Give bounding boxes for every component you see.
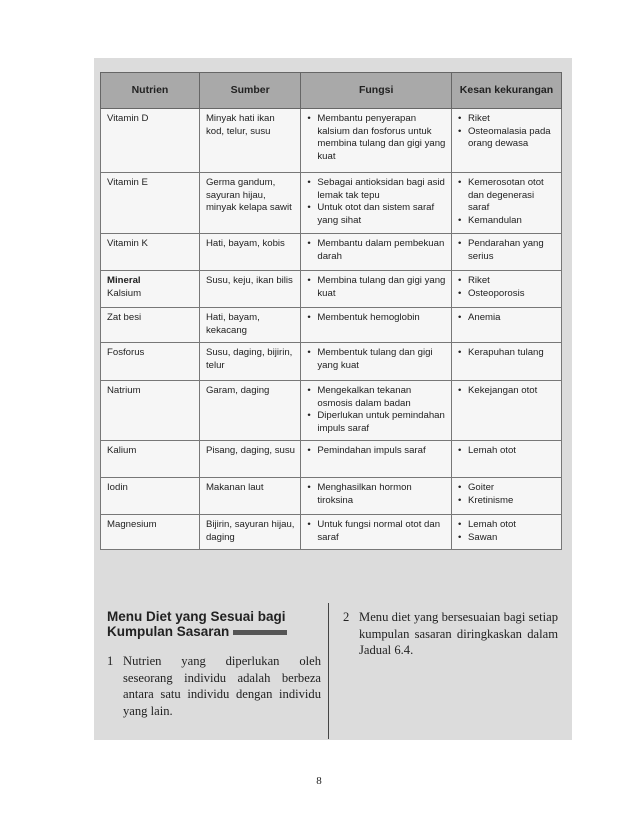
nutrient-cell <box>101 381 200 441</box>
nutrient-group-label: Mineral <box>107 275 141 286</box>
function-cell <box>301 308 452 343</box>
nutrient-cell <box>101 234 200 271</box>
deficiency-list <box>458 177 556 227</box>
function-cell <box>301 234 452 271</box>
column-divider <box>328 603 329 739</box>
table-row <box>101 308 562 343</box>
function-list <box>307 519 446 544</box>
deficiency-list <box>458 519 556 544</box>
deficiency-cell <box>451 343 561 381</box>
table-row <box>101 343 562 381</box>
deficiency-list <box>458 482 556 507</box>
deficiency-cell <box>451 381 561 441</box>
function-cell <box>301 441 452 478</box>
deficiency-cell <box>451 109 561 173</box>
function-list <box>307 113 446 163</box>
function-cell <box>301 343 452 381</box>
right-section <box>343 609 558 659</box>
table-row <box>101 173 562 234</box>
paragraph-1 <box>107 653 321 719</box>
table-row <box>101 441 562 478</box>
nutrient-table <box>100 72 562 550</box>
function-cell <box>301 515 452 550</box>
deficiency-cell <box>451 173 561 234</box>
function-cell <box>301 271 452 308</box>
function-item: • Membentuk hemoglobin <box>307 312 446 325</box>
nutrient-name: Fosforus <box>107 347 145 358</box>
deficiency-cell <box>451 515 561 550</box>
deficiency-list <box>458 275 556 300</box>
nutrient-name: Iodin <box>107 482 128 493</box>
deficiency-item: • Kekejangan otot <box>458 385 556 398</box>
function-item: • Membantu penyerapan kalsium dan fosforus untuk membina tulang dan gigi yang kuat <box>307 113 446 163</box>
table-row <box>101 109 562 173</box>
table-row <box>101 234 562 271</box>
deficiency-item: • Sawan <box>458 532 556 545</box>
deficiency-list <box>458 238 556 263</box>
header-kesan-kekurangan: Kesan kekurangan <box>451 73 561 109</box>
function-list <box>307 177 446 227</box>
deficiency-item: • Kemerosotan otot dan degenerasi saraf <box>458 177 556 215</box>
nutrient-name: Magnesium <box>107 519 157 530</box>
function-item: • Membentuk tulang dan gigi yang kuat <box>307 347 446 372</box>
deficiency-item: • Goiter <box>458 482 556 495</box>
page-number: 8 <box>316 775 322 787</box>
function-item: • Untuk otot dan sistem saraf yang sihat <box>307 202 446 227</box>
nutrient-name: Kalsium <box>107 287 142 299</box>
nutrient-cell <box>101 515 200 550</box>
nutrient-cell <box>101 478 200 515</box>
function-cell <box>301 478 452 515</box>
nutrient-name: Vitamin K <box>107 238 148 249</box>
section-heading <box>107 609 321 639</box>
header-sumber: Sumber <box>199 73 300 109</box>
deficiency-item: • Riket <box>458 275 556 288</box>
source-cell: Garam, daging <box>199 381 300 441</box>
left-section <box>107 609 321 719</box>
source-cell: Germa gandum, sayuran hijau, minyak kelapa sawit <box>199 173 300 234</box>
paragraph-2 <box>343 609 558 659</box>
deficiency-item: • Kerapuhan tulang <box>458 347 556 360</box>
function-item: • Pemindahan impuls saraf <box>307 445 446 458</box>
function-item: • Diperlukan untuk pemindahan impuls saraf <box>307 410 446 435</box>
function-item: • Membina tulang dan gigi yang kuat <box>307 275 446 300</box>
paragraph-number: 2 <box>343 610 350 624</box>
deficiency-item: • Lemah otot <box>458 519 556 532</box>
function-list <box>307 482 446 507</box>
table-body <box>101 109 562 550</box>
deficiency-list <box>458 385 556 398</box>
deficiency-item: • Lemah otot <box>458 445 556 458</box>
function-cell <box>301 109 452 173</box>
table-row <box>101 478 562 515</box>
deficiency-item: • Riket <box>458 113 556 126</box>
table-row <box>101 515 562 550</box>
source-cell: Minyak hati ikan kod, telur, susu <box>199 109 300 173</box>
nutrient-cell <box>101 271 200 308</box>
nutrient-name: Natrium <box>107 385 141 396</box>
source-cell: Hati, bayam, kobis <box>199 234 300 271</box>
function-item: • Sebagai antioksidan bagi asid lemak tak tepu <box>307 177 446 202</box>
nutrient-cell <box>101 343 200 381</box>
nutrient-cell <box>101 441 200 478</box>
source-cell: Pisang, daging, susu <box>199 441 300 478</box>
table-header-row <box>101 73 562 109</box>
heading-underbar <box>233 630 287 635</box>
deficiency-cell <box>451 234 561 271</box>
nutrient-name: Zat besi <box>107 312 142 323</box>
nutrient-cell <box>101 109 200 173</box>
function-cell <box>301 173 452 234</box>
deficiency-list <box>458 445 556 458</box>
deficiency-item: • Kretinisme <box>458 495 556 508</box>
function-list <box>307 238 446 263</box>
deficiency-list <box>458 312 556 325</box>
deficiency-cell <box>451 271 561 308</box>
deficiency-list <box>458 347 556 360</box>
table-row <box>101 271 562 308</box>
source-cell: Susu, daging, bijirin, telur <box>199 343 300 381</box>
paragraph-text: Menu diet yang bersesuaian bagi setiap kumpulan sasaran diringkaskan dalam Jadual 6.4. <box>359 610 558 657</box>
function-item: • Mengekalkan tekanan osmosis dalam badan <box>307 385 446 410</box>
function-item: • Untuk fungsi normal otot dan saraf <box>307 519 446 544</box>
deficiency-item: • Kemandulan <box>458 215 556 228</box>
function-list <box>307 385 446 435</box>
nutrient-name: Kalium <box>107 445 137 456</box>
paragraph-number: 1 <box>107 654 114 668</box>
source-cell: Hati, bayam, kekacang <box>199 308 300 343</box>
deficiency-item: • Osteomalasia pada orang dewasa <box>458 126 556 151</box>
header-nutrien: Nutrien <box>101 73 200 109</box>
source-cell: Susu, keju, ikan bilis <box>199 271 300 308</box>
function-item: • Membantu dalam pembekuan darah <box>307 238 446 263</box>
section-heading-text: Menu Diet yang Sesuai bagi Kumpulan Sasaran <box>107 609 286 639</box>
nutrient-cell <box>101 173 200 234</box>
function-list <box>307 347 446 372</box>
paragraph-text: Nutrien yang diperlukan oleh seseorang individu adalah berbeza antara satu individu dengan individu yang lain. <box>123 654 321 718</box>
nutrient-cell <box>101 308 200 343</box>
function-item: • Menghasilkan hormon tiroksina <box>307 482 446 507</box>
function-cell <box>301 381 452 441</box>
source-cell: Makanan laut <box>199 478 300 515</box>
function-list <box>307 312 446 325</box>
nutrient-name: Vitamin D <box>107 113 149 124</box>
header-fungsi: Fungsi <box>301 73 452 109</box>
deficiency-item: • Anemia <box>458 312 556 325</box>
deficiency-item: • Pendarahan yang serius <box>458 238 556 263</box>
table-row <box>101 381 562 441</box>
deficiency-item: • Osteoporosis <box>458 288 556 301</box>
deficiency-list <box>458 113 556 151</box>
function-list <box>307 275 446 300</box>
deficiency-cell <box>451 441 561 478</box>
source-cell: Bijirin, sayuran hijau, daging <box>199 515 300 550</box>
nutrient-name: Vitamin E <box>107 177 148 188</box>
deficiency-cell <box>451 478 561 515</box>
function-list <box>307 445 446 458</box>
deficiency-cell <box>451 308 561 343</box>
